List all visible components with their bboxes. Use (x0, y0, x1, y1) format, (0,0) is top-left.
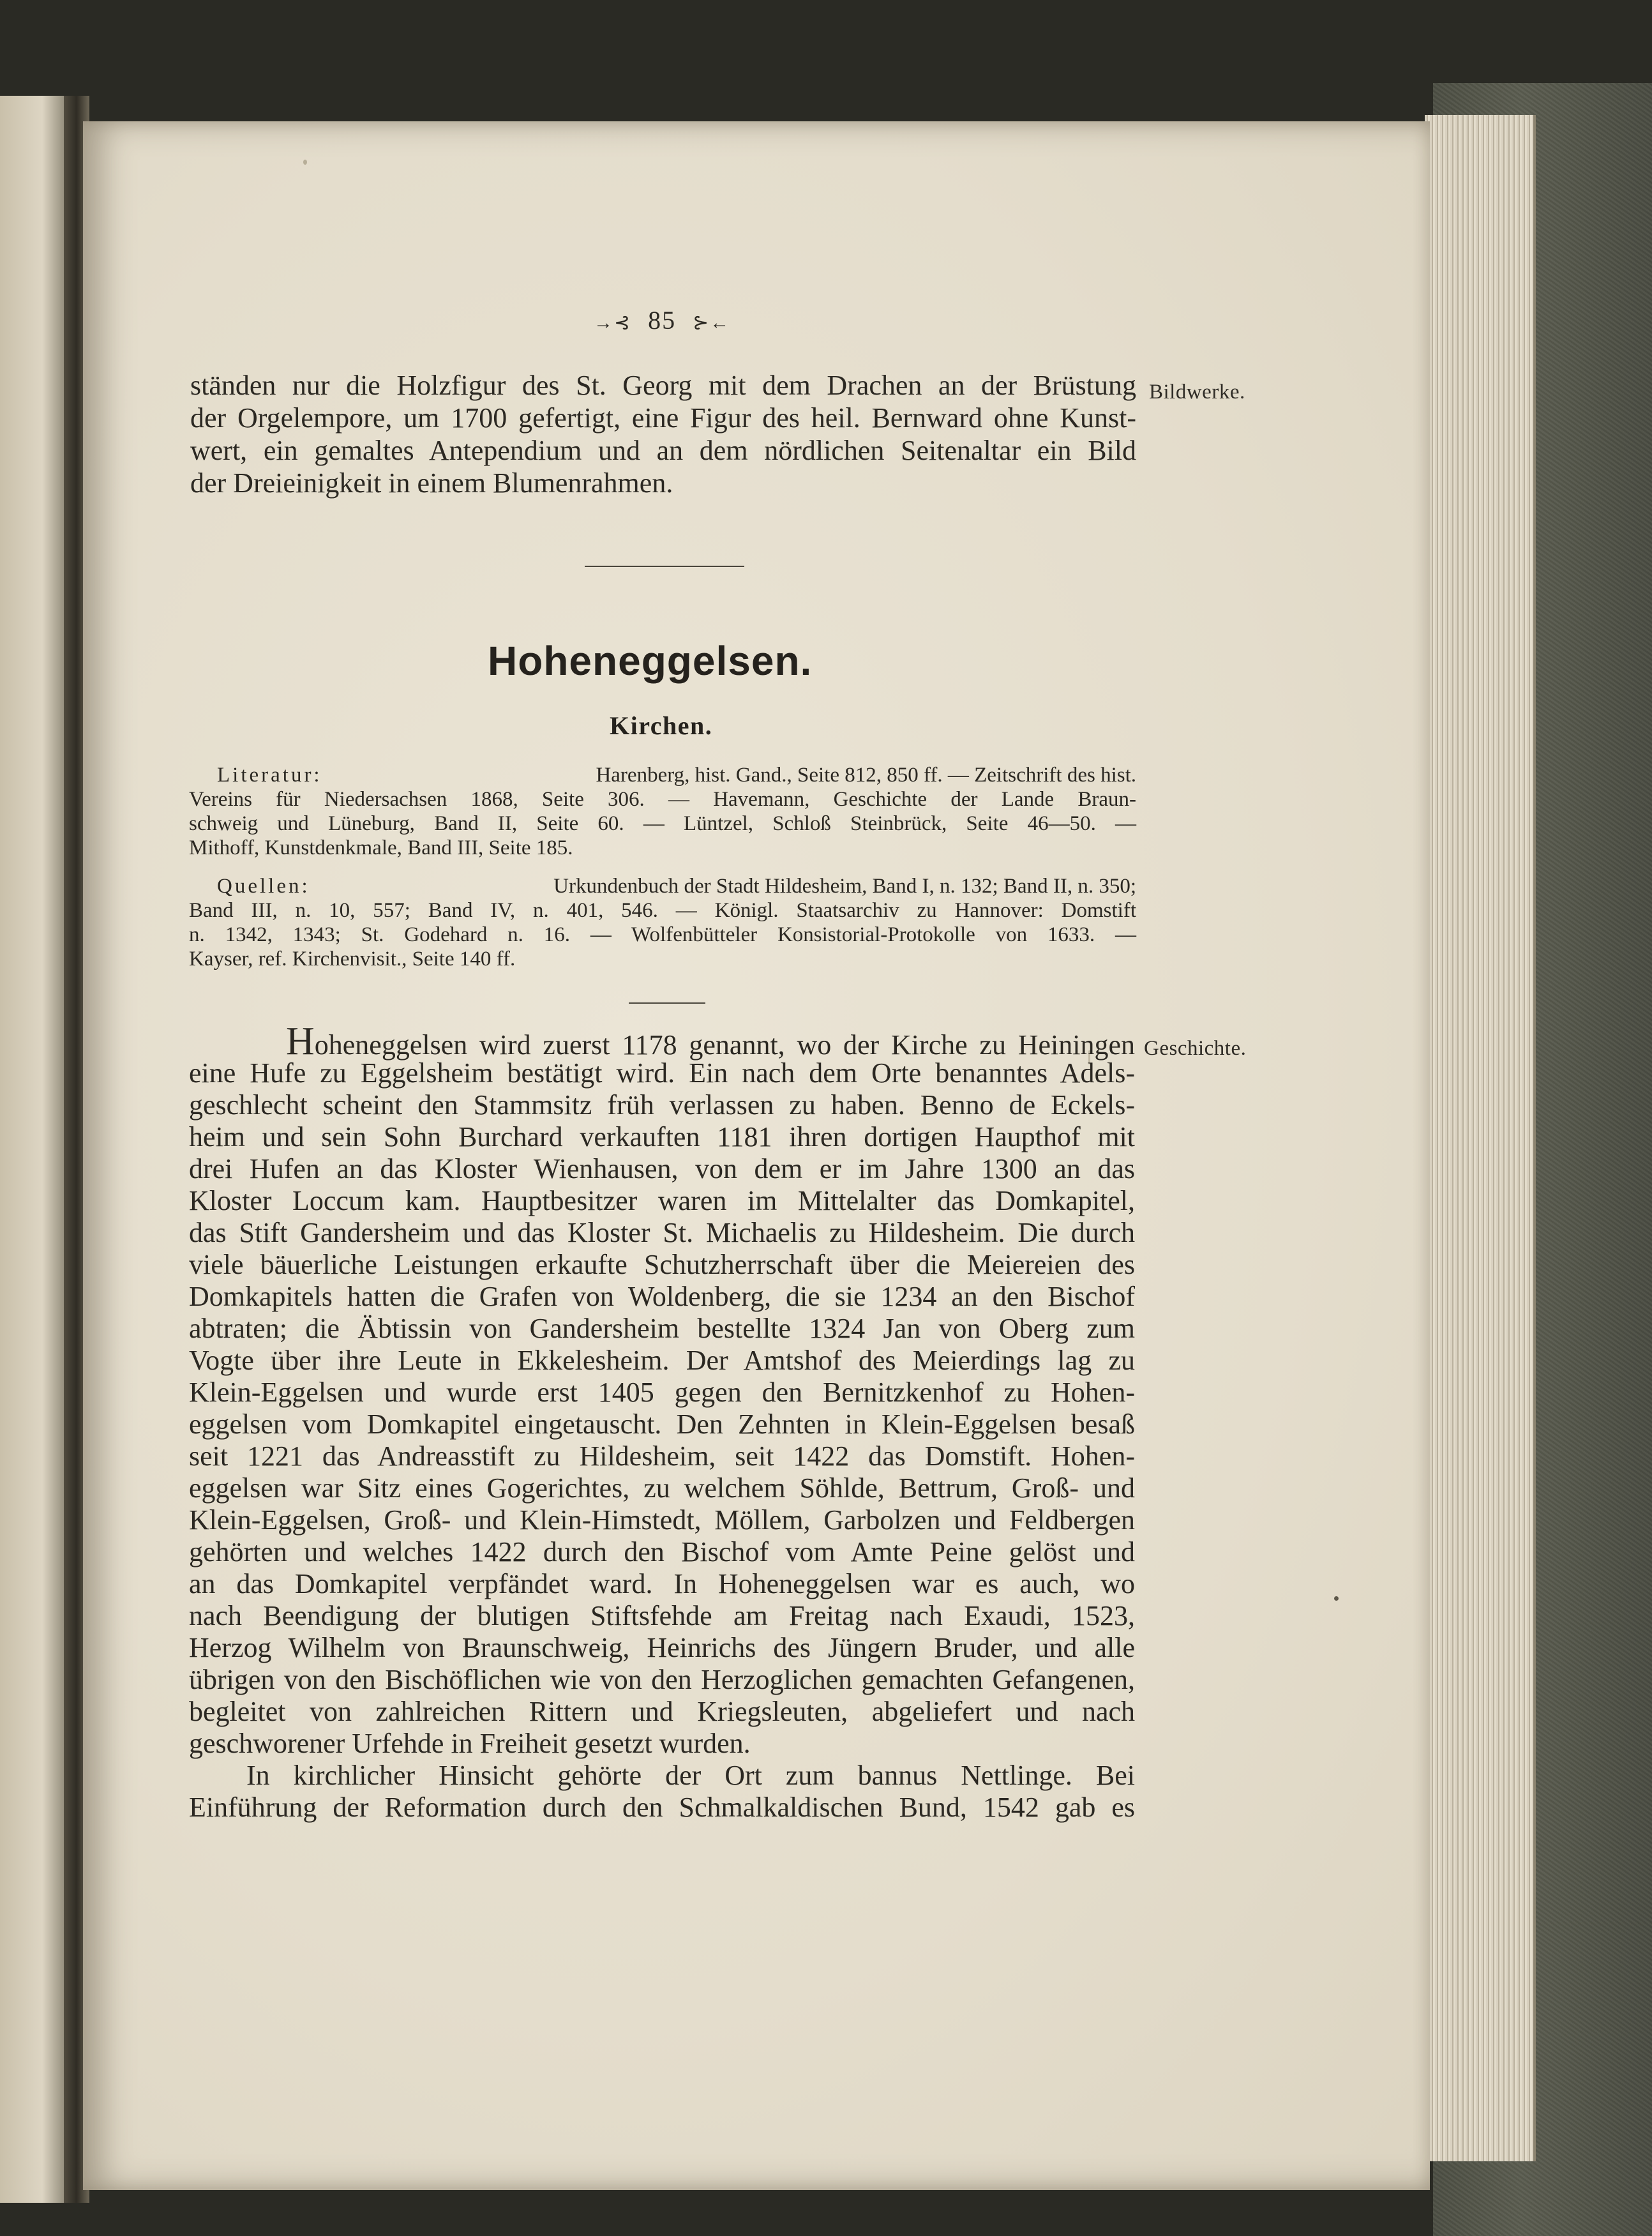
intro-line: ständen nur die Holzfigur des St. Georg mit dem Drachen an der Brüstung (190, 370, 1136, 401)
section-divider (629, 1002, 705, 1004)
body-line: Klein-Eggelsen, Groß- und Klein-Himstedt, Möllem, Garbolzen und Feldbergen (189, 1504, 1135, 1536)
section-title: Hoheneggelsen. (488, 638, 813, 684)
body-line: eine Hufe zu Eggelsheim bestätigt wird. Ein nach dem Orte benanntes Adels- (189, 1057, 1135, 1089)
section-divider (585, 566, 744, 567)
body-line: heim und sein Sohn Burchard verkauften 1181 ihren dortigen Haupthof mit (189, 1121, 1135, 1152)
literatur-line: Vereins für Niedersachsen 1868, Seite 306. — Havemann, Geschichte der Lande Braun- (189, 788, 1136, 811)
quellen-text: Urkundenbuch der Stadt Hildesheim, Band I, n. 132; Band II, n. 350; (553, 875, 1136, 898)
body-line: Domkapitels hatten die Grafen von Woldenberg, die sie 1234 an den Bischof (189, 1281, 1135, 1312)
body-line: Herzog Wilhelm von Braunschweig, Heinrichs des Jüngern Bruder, und alle (189, 1632, 1135, 1663)
body-line: seit 1221 das Andreasstift zu Hildesheim, seit 1422 das Domstift. Hohen- (189, 1440, 1135, 1472)
page-edges (1425, 115, 1536, 2161)
body-line: eggelsen vom Domkapitel eingetauscht. Den Zehnten in Klein-Eggelsen besaß (189, 1409, 1135, 1440)
body-line: eggelsen war Sitz eines Gogerichtes, zu welchem Söhlde, Bettrum, Groß- und (189, 1472, 1135, 1504)
body-line: drei Hufen an das Kloster Wienhausen, von dem er im Jahre 1300 an das (189, 1153, 1135, 1184)
geschichte-first-line (286, 1020, 1135, 1063)
body-line: nach Beendigung der blutigen Stiftsfehde am Freitag nach Exaudi, 1523, (189, 1600, 1135, 1631)
intro-line: der Dreieinigkeit in einem Blumenrahmen. (190, 467, 673, 499)
body-line: das Stift Gandersheim und das Kloster St. Michaelis zu Hildesheim. Die durch (189, 1217, 1135, 1248)
quellen-line: Band III, n. 10, 557; Band IV, n. 401, 546. — Königl. Staatsarchiv zu Hannover: Domstift (189, 899, 1136, 922)
quellen-line: n. 1342, 1343; St. Godehard n. 16. — Wolfenbütteler Konsistorial-Protokolle von 1633. — (189, 923, 1136, 946)
body-line: geschworener Urfehde in Freiheit gesetzt wurden. (189, 1728, 751, 1759)
body-line: Kloster Loccum kam. Hauptbesitzer waren im Mittelalter das Domkapitel, (189, 1185, 1135, 1216)
body-line: an das Domkapitel verpfändet ward. In Hoheneggelsen war es auch, wo (189, 1568, 1135, 1599)
intro-line: der Orgelempore, um 1700 gefertigt, eine Figur des heil. Bernward ohne Kunst- (190, 402, 1136, 434)
body-line: viele bäuerliche Leistungen erkaufte Schutzherrschaft über die Meiereien des (189, 1249, 1135, 1280)
body-line: Einführung der Reformation durch den Schmalkaldischen Bund, 1542 gab es (189, 1792, 1135, 1823)
page-header (594, 305, 730, 335)
literatur-label: Literatur: (217, 764, 322, 787)
literatur-text: Harenberg, hist. Gand., Seite 812, 850 ff. — Zeitschrift des hist. (596, 764, 1136, 787)
quellen-label: Quellen: (217, 875, 310, 898)
body-line: In kirchlicher Hinsicht gehörte der Ort zum bannus Nettlinge. Bei (246, 1760, 1135, 1791)
body-line: geschlecht scheint den Stammsitz früh verlassen zu haben. Benno de Eckels- (189, 1089, 1135, 1121)
section-subtitle: Kirchen. (610, 711, 713, 740)
body-line: Klein-Eggelsen und wurde erst 1405 gegen den Bernitzkenhof zu Hohen- (189, 1377, 1135, 1408)
page-number: 85 (648, 306, 677, 335)
paper-speck (303, 160, 307, 165)
ornament-right: ⊱← (693, 312, 731, 333)
margin-note-bildwerke: Bildwerke. (1149, 381, 1245, 404)
body-line: abtraten; die Äbtissin von Gandersheim bestellte 1324 Jan von Oberg zum (189, 1313, 1135, 1344)
intro-line: wert, ein gemaltes Antependium und an dem nördlichen Seitenaltar ein Bild (190, 435, 1136, 466)
quellen-line: Kayser, ref. Kirchenvisit., Seite 140 ff. (189, 948, 516, 971)
quellen-line (217, 875, 1136, 898)
body-line: übrigen von den Bischöflichen wie von den Herzoglichen gemachten Gefangenen, (189, 1664, 1135, 1695)
ornament-left: →⊰ (594, 312, 632, 333)
body-line: gehörten und welches 1422 durch den Bischof vom Amte Peine gelöst und (189, 1536, 1135, 1567)
literatur-line: Mithoff, Kunstdenkmale, Band III, Seite 185. (189, 836, 573, 859)
literatur-line: schweig und Lüneburg, Band II, Seite 60. — Lüntzel, Schloß Steinbrück, Seite 46—50. — (189, 812, 1136, 835)
drop-cap: H (286, 1020, 315, 1063)
body-line: begleitet von zahlreichen Rittern und Kriegsleuten, abgeliefert und nach (189, 1696, 1135, 1727)
literatur-line (217, 764, 1136, 787)
first-line-text: oheneggelsen wird zuerst 1178 genannt, wo der Kirche zu Heiningen (314, 1029, 1135, 1061)
paper-speck (1334, 1596, 1339, 1601)
body-line: Vogte über ihre Leute in Ekkelesheim. Der Amtshof des Meierdings lag zu (189, 1345, 1135, 1376)
margin-note-geschichte: Geschichte. (1144, 1037, 1247, 1060)
